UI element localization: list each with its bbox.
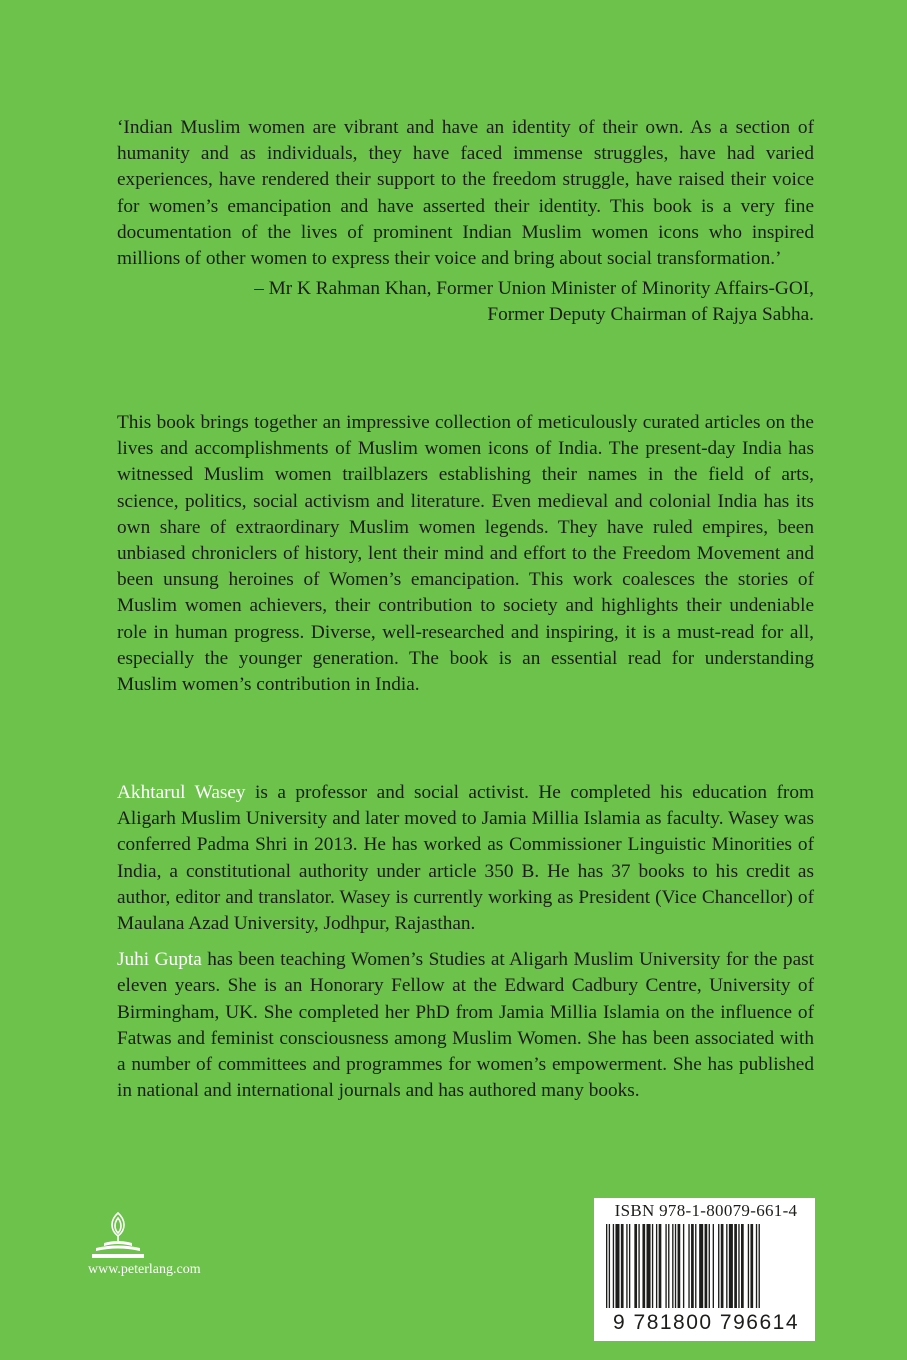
author-bio-text: is a professor and social activist. He completed his education from Aligarh Muslim University and later moved to Jamia Millia Islamia as faculty. Wasey was conferred Padma Shri in 2013. He has worked as Commissioner Linguistic Minorities of India, a constitutional authority under article 350 B. He has 37 books to his credit as author, editor and translator. Wasey is currently working as President (Vice Chancellor) of Maulana Azad University, Jodhpur, Rajasthan. [117,782,814,935]
isbn-label: ISBN 978-1-80079-661-4 [614,1201,798,1220]
barcode-bar [729,1224,733,1308]
barcode-bar [659,1224,662,1308]
barcode-bar [638,1224,639,1308]
barcode-bar [705,1224,708,1308]
description-text: This book brings together an impressive collection of meticulously curated articles on the lives and accomplishments of Muslim women icons of India. The present-day India has witnessed Muslim women trailblazers establishing their names in the field of arts, science, politics, social activism and literature. Even medieval and colonial India has its own share of extraordinary Muslim women legends. They have ruled empires, been unbiased chroniclers of history, lent their mind and effort to the Freedom Movement and been unsung heroines of Women’s emancipation. This work coalesces the stories of Muslim women achievers, their contribution to society and highlights their undeniable role in human progress. Diverse, well-researched and inspiring, it is a must-read for all, especially the younger generation. The book is an essential read for understanding Muslim women’s contribution in India. [117,412,814,696]
barcode-bar [675,1224,676,1308]
barcode-bar [759,1224,760,1308]
barcode-bar [647,1224,651,1308]
barcode-bar [709,1224,710,1308]
quote-text: ‘Indian Muslim women are vibrant and have an identity of their own. As a section of humanity and as individuals, they have faced immense struggles, have had varied experiences, have rendered their support to the freedom struggle, have raised their voice for women’s emancipation and have asserted their identity. This book is a very fine documentation of the lives of prominent Indian Muslim women icons who inspired millions of other women to express their voice and bring about social transformation.’ [117,117,814,270]
barcode-bar [634,1224,637,1308]
peter-lang-logo-icon [88,1210,148,1262]
barcode-bar [726,1224,727,1308]
barcode-bar [606,1224,607,1308]
barcode-digits: 9 781800 796614 [613,1311,799,1334]
author-bio [117,780,814,937]
barcode-bar [721,1224,724,1308]
barcode-bar [741,1224,744,1308]
barcode-bar [609,1224,610,1308]
barcode-bar [615,1224,619,1308]
barcode-bar [699,1224,703,1308]
barcode-bar [750,1224,753,1308]
barcode-bar [683,1224,684,1308]
barcode-bar [642,1224,645,1308]
barcode-bar [713,1224,714,1308]
isbn-barcode [594,1198,815,1341]
barcode-bar [738,1224,739,1308]
author-bio [117,947,814,1104]
barcode-bar [734,1224,737,1308]
barcode-bar [621,1224,624,1308]
barcode-bar [656,1224,657,1308]
barcode-bar [756,1224,757,1308]
barcode-bar [652,1224,653,1308]
endorsement-quote [117,115,814,329]
quote-attribution [117,276,814,328]
barcode-bar [678,1224,681,1308]
barcode-bar [688,1224,689,1308]
barcode-bar [691,1224,694,1308]
author-name: Akhtarul Wasey [117,782,246,803]
publisher-website: www.peterlang.com [88,1262,201,1277]
barcode-bar [668,1224,669,1308]
author-bio-text: has been teaching Women’s Studies at Aligarh Muslim University for the past eleven years. She is an Honorary Fellow at the Edward Cadbury Centre, University of Birmingham, UK. She completed her PhD from Jamia Millia Islamia on the influence of Fatwas and feminist consciousness among Muslim Women. She has been associated with a number of committees and programmes for women’s empowerment. She has published in national and international journals and has authored many books. [117,949,814,1102]
attribution-line-1: – Mr K Rahman Khan, Former Union Minister of Minority Affairs-GOI, [254,278,814,300]
barcode-bar [718,1224,719,1308]
author-bios [117,780,814,1104]
barcode-bar [665,1224,666,1308]
barcode-bar [672,1224,673,1308]
barcode-bar [629,1224,630,1308]
barcode-bar [613,1224,614,1308]
barcode-bars [602,1224,808,1312]
barcode-bar [695,1224,696,1308]
author-name: Juhi Gupta [117,949,202,971]
barcode-bar [748,1224,749,1308]
attribution-line-2: Former Deputy Chairman of Rajya Sabha. [487,304,814,326]
barcode-bar [626,1224,627,1308]
book-description [117,410,814,698]
